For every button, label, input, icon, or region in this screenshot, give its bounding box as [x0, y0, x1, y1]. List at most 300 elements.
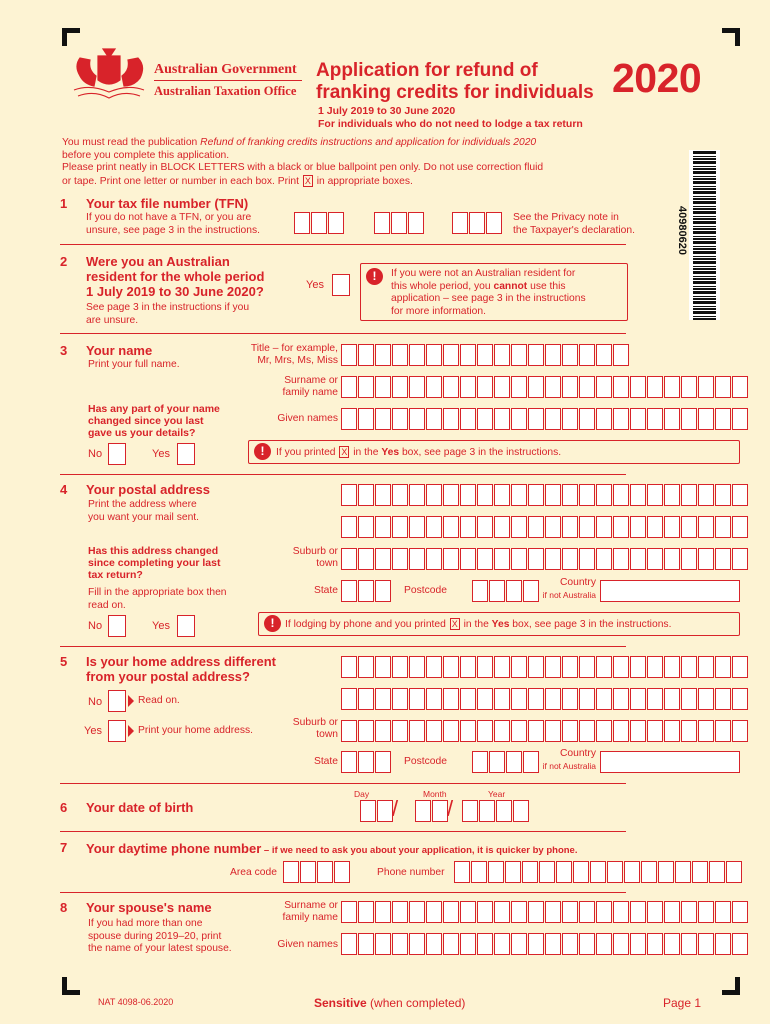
character-box[interactable] — [511, 720, 527, 742]
character-box[interactable] — [562, 688, 578, 710]
character-box[interactable] — [715, 656, 731, 678]
character-box[interactable] — [415, 800, 431, 822]
character-box[interactable] — [377, 800, 393, 822]
character-box[interactable] — [647, 720, 663, 742]
character-box[interactable] — [375, 580, 391, 602]
character-box[interactable] — [726, 861, 742, 883]
character-box[interactable] — [545, 408, 561, 430]
character-box[interactable] — [545, 656, 561, 678]
character-box[interactable] — [341, 720, 357, 742]
character-box[interactable] — [579, 376, 595, 398]
character-box[interactable] — [528, 720, 544, 742]
home-address-line2[interactable] — [341, 688, 749, 710]
character-box[interactable] — [545, 688, 561, 710]
character-box[interactable] — [562, 720, 578, 742]
character-box[interactable] — [630, 484, 646, 506]
character-box[interactable] — [443, 548, 459, 570]
character-box[interactable] — [426, 484, 442, 506]
character-box[interactable] — [590, 861, 606, 883]
character-box[interactable] — [539, 861, 555, 883]
character-box[interactable] — [698, 720, 714, 742]
character-box[interactable] — [375, 656, 391, 678]
character-box[interactable] — [647, 656, 663, 678]
character-box[interactable] — [664, 656, 680, 678]
character-box[interactable] — [624, 861, 640, 883]
character-box[interactable] — [715, 376, 731, 398]
character-box[interactable] — [528, 656, 544, 678]
character-box[interactable] — [556, 861, 572, 883]
character-box[interactable] — [613, 656, 629, 678]
character-box[interactable] — [511, 656, 527, 678]
character-box[interactable] — [579, 484, 595, 506]
character-box[interactable] — [658, 861, 674, 883]
character-box[interactable] — [613, 376, 629, 398]
character-box[interactable] — [528, 344, 544, 366]
character-box[interactable] — [283, 861, 299, 883]
character-box[interactable] — [375, 516, 391, 538]
character-box[interactable] — [613, 688, 629, 710]
character-box[interactable] — [630, 901, 646, 923]
character-box[interactable] — [341, 656, 357, 678]
tfn-digit-box[interactable] — [328, 212, 344, 234]
character-box[interactable] — [443, 720, 459, 742]
spouse-surname-input[interactable] — [341, 901, 749, 923]
character-box[interactable] — [579, 408, 595, 430]
character-box[interactable] — [681, 933, 697, 955]
character-box[interactable] — [528, 516, 544, 538]
character-box[interactable] — [647, 901, 663, 923]
character-box[interactable] — [409, 548, 425, 570]
character-box[interactable] — [358, 376, 374, 398]
q5-no-checkbox[interactable] — [108, 690, 126, 712]
character-box[interactable] — [472, 580, 488, 602]
character-box[interactable] — [698, 901, 714, 923]
state-input[interactable] — [341, 580, 392, 602]
character-box[interactable] — [732, 688, 748, 710]
character-box[interactable] — [409, 901, 425, 923]
character-box[interactable] — [426, 656, 442, 678]
dob-year-input[interactable] — [462, 800, 530, 822]
character-box[interactable] — [494, 344, 510, 366]
character-box[interactable] — [477, 548, 493, 570]
area-code-input[interactable] — [283, 861, 351, 883]
character-box[interactable] — [528, 376, 544, 398]
character-box[interactable] — [513, 800, 529, 822]
home-address-line1[interactable] — [341, 656, 749, 678]
character-box[interactable] — [358, 408, 374, 430]
character-box[interactable] — [460, 656, 476, 678]
character-box[interactable] — [613, 344, 629, 366]
character-box[interactable] — [715, 548, 731, 570]
character-box[interactable] — [341, 751, 357, 773]
character-box[interactable] — [409, 516, 425, 538]
character-box[interactable] — [358, 344, 374, 366]
character-box[interactable] — [494, 376, 510, 398]
character-box[interactable] — [630, 548, 646, 570]
character-box[interactable] — [375, 344, 391, 366]
character-box[interactable] — [613, 933, 629, 955]
character-box[interactable] — [511, 688, 527, 710]
character-box[interactable] — [358, 688, 374, 710]
tfn-digit-box[interactable] — [294, 212, 310, 234]
character-box[interactable] — [432, 800, 448, 822]
character-box[interactable] — [596, 933, 612, 955]
character-box[interactable] — [443, 344, 459, 366]
tfn-digit-box[interactable] — [408, 212, 424, 234]
character-box[interactable] — [715, 408, 731, 430]
character-box[interactable] — [528, 484, 544, 506]
suburb-input[interactable] — [341, 548, 749, 570]
character-box[interactable] — [698, 484, 714, 506]
character-box[interactable] — [545, 720, 561, 742]
character-box[interactable] — [511, 376, 527, 398]
character-box[interactable] — [460, 408, 476, 430]
character-box[interactable] — [579, 688, 595, 710]
tfn-group-1[interactable] — [294, 212, 345, 234]
character-box[interactable] — [681, 688, 697, 710]
character-box[interactable] — [392, 901, 408, 923]
character-box[interactable] — [545, 484, 561, 506]
character-box[interactable] — [698, 408, 714, 430]
home-country-input[interactable] — [600, 751, 740, 773]
character-box[interactable] — [613, 901, 629, 923]
tfn-digit-box[interactable] — [311, 212, 327, 234]
character-box[interactable] — [460, 548, 476, 570]
character-box[interactable] — [494, 688, 510, 710]
character-box[interactable] — [392, 688, 408, 710]
character-box[interactable] — [443, 408, 459, 430]
character-box[interactable] — [630, 720, 646, 742]
character-box[interactable] — [579, 516, 595, 538]
character-box[interactable] — [443, 376, 459, 398]
character-box[interactable] — [596, 548, 612, 570]
character-box[interactable] — [579, 656, 595, 678]
character-box[interactable] — [545, 548, 561, 570]
character-box[interactable] — [375, 548, 391, 570]
character-box[interactable] — [477, 720, 493, 742]
character-box[interactable] — [545, 901, 561, 923]
character-box[interactable] — [596, 484, 612, 506]
character-box[interactable] — [479, 800, 495, 822]
character-box[interactable] — [528, 688, 544, 710]
character-box[interactable] — [358, 516, 374, 538]
character-box[interactable] — [647, 408, 663, 430]
character-box[interactable] — [681, 516, 697, 538]
character-box[interactable] — [732, 933, 748, 955]
dob-month-input[interactable] — [415, 800, 449, 822]
character-box[interactable] — [528, 408, 544, 430]
character-box[interactable] — [341, 408, 357, 430]
character-box[interactable] — [732, 484, 748, 506]
character-box[interactable] — [675, 861, 691, 883]
character-box[interactable] — [698, 548, 714, 570]
character-box[interactable] — [375, 688, 391, 710]
character-box[interactable] — [579, 344, 595, 366]
character-box[interactable] — [358, 580, 374, 602]
character-box[interactable] — [732, 408, 748, 430]
character-box[interactable] — [375, 376, 391, 398]
character-box[interactable] — [375, 901, 391, 923]
character-box[interactable] — [562, 933, 578, 955]
character-box[interactable] — [562, 901, 578, 923]
character-box[interactable] — [341, 548, 357, 570]
character-box[interactable] — [409, 720, 425, 742]
character-box[interactable] — [698, 376, 714, 398]
character-box[interactable] — [732, 656, 748, 678]
character-box[interactable] — [375, 408, 391, 430]
character-box[interactable] — [358, 933, 374, 955]
character-box[interactable] — [460, 688, 476, 710]
character-box[interactable] — [732, 720, 748, 742]
character-box[interactable] — [511, 901, 527, 923]
character-box[interactable] — [358, 548, 374, 570]
character-box[interactable] — [511, 516, 527, 538]
character-box[interactable] — [630, 656, 646, 678]
character-box[interactable] — [732, 548, 748, 570]
character-box[interactable] — [715, 933, 731, 955]
tfn-digit-box[interactable] — [486, 212, 502, 234]
character-box[interactable] — [341, 580, 357, 602]
character-box[interactable] — [505, 861, 521, 883]
character-box[interactable] — [715, 688, 731, 710]
home-state-input[interactable] — [341, 751, 392, 773]
character-box[interactable] — [647, 516, 663, 538]
character-box[interactable] — [681, 408, 697, 430]
character-box[interactable] — [596, 720, 612, 742]
character-box[interactable] — [443, 933, 459, 955]
character-box[interactable] — [579, 901, 595, 923]
character-box[interactable] — [528, 548, 544, 570]
title-input[interactable] — [341, 344, 630, 366]
character-box[interactable] — [545, 376, 561, 398]
character-box[interactable] — [579, 933, 595, 955]
character-box[interactable] — [511, 484, 527, 506]
character-box[interactable] — [426, 720, 442, 742]
character-box[interactable] — [607, 861, 623, 883]
character-box[interactable] — [477, 688, 493, 710]
character-box[interactable] — [375, 720, 391, 742]
character-box[interactable] — [732, 516, 748, 538]
tfn-digit-box[interactable] — [452, 212, 468, 234]
phone-number-input[interactable] — [454, 861, 743, 883]
character-box[interactable] — [477, 344, 493, 366]
character-box[interactable] — [494, 484, 510, 506]
dob-day-input[interactable] — [360, 800, 394, 822]
character-box[interactable] — [494, 516, 510, 538]
character-box[interactable] — [358, 751, 374, 773]
character-box[interactable] — [460, 720, 476, 742]
character-box[interactable] — [613, 548, 629, 570]
tfn-group-3[interactable] — [452, 212, 503, 234]
character-box[interactable] — [494, 548, 510, 570]
character-box[interactable] — [709, 861, 725, 883]
character-box[interactable] — [426, 516, 442, 538]
character-box[interactable] — [715, 484, 731, 506]
character-box[interactable] — [545, 344, 561, 366]
character-box[interactable] — [443, 656, 459, 678]
character-box[interactable] — [358, 720, 374, 742]
character-box[interactable] — [579, 548, 595, 570]
character-box[interactable] — [681, 376, 697, 398]
character-box[interactable] — [545, 516, 561, 538]
tfn-digit-box[interactable] — [469, 212, 485, 234]
character-box[interactable] — [681, 901, 697, 923]
character-box[interactable] — [375, 484, 391, 506]
character-box[interactable] — [392, 720, 408, 742]
character-box[interactable] — [545, 933, 561, 955]
character-box[interactable] — [664, 376, 680, 398]
character-box[interactable] — [477, 516, 493, 538]
character-box[interactable] — [613, 408, 629, 430]
character-box[interactable] — [732, 901, 748, 923]
character-box[interactable] — [443, 516, 459, 538]
character-box[interactable] — [630, 376, 646, 398]
character-box[interactable] — [489, 751, 505, 773]
postal-address-line1[interactable] — [341, 484, 749, 506]
character-box[interactable] — [596, 516, 612, 538]
character-box[interactable] — [341, 688, 357, 710]
character-box[interactable] — [392, 548, 408, 570]
tfn-group-2[interactable] — [374, 212, 425, 234]
q5-yes-checkbox[interactable] — [108, 720, 126, 742]
character-box[interactable] — [562, 376, 578, 398]
character-box[interactable] — [392, 344, 408, 366]
q3-no-checkbox[interactable] — [108, 443, 126, 465]
character-box[interactable] — [334, 861, 350, 883]
character-box[interactable] — [392, 408, 408, 430]
character-box[interactable] — [300, 861, 316, 883]
character-box[interactable] — [454, 861, 470, 883]
character-box[interactable] — [477, 484, 493, 506]
character-box[interactable] — [477, 408, 493, 430]
character-box[interactable] — [496, 800, 512, 822]
character-box[interactable] — [460, 516, 476, 538]
character-box[interactable] — [471, 861, 487, 883]
character-box[interactable] — [528, 901, 544, 923]
character-box[interactable] — [562, 484, 578, 506]
character-box[interactable] — [664, 484, 680, 506]
character-box[interactable] — [426, 548, 442, 570]
character-box[interactable] — [573, 861, 589, 883]
character-box[interactable] — [511, 933, 527, 955]
character-box[interactable] — [613, 484, 629, 506]
q3-yes-checkbox[interactable] — [177, 443, 195, 465]
character-box[interactable] — [528, 933, 544, 955]
character-box[interactable] — [341, 376, 357, 398]
character-box[interactable] — [630, 688, 646, 710]
character-box[interactable] — [692, 861, 708, 883]
character-box[interactable] — [647, 484, 663, 506]
character-box[interactable] — [641, 861, 657, 883]
character-box[interactable] — [392, 933, 408, 955]
character-box[interactable] — [409, 376, 425, 398]
character-box[interactable] — [392, 376, 408, 398]
character-box[interactable] — [426, 688, 442, 710]
character-box[interactable] — [630, 933, 646, 955]
character-box[interactable] — [426, 344, 442, 366]
character-box[interactable] — [630, 516, 646, 538]
character-box[interactable] — [409, 933, 425, 955]
character-box[interactable] — [681, 548, 697, 570]
character-box[interactable] — [460, 901, 476, 923]
character-box[interactable] — [488, 861, 504, 883]
q4-no-checkbox[interactable] — [108, 615, 126, 637]
character-box[interactable] — [443, 901, 459, 923]
character-box[interactable] — [664, 516, 680, 538]
character-box[interactable] — [715, 516, 731, 538]
character-box[interactable] — [358, 901, 374, 923]
tfn-digit-box[interactable] — [374, 212, 390, 234]
character-box[interactable] — [426, 376, 442, 398]
character-box[interactable] — [562, 516, 578, 538]
character-box[interactable] — [409, 408, 425, 430]
character-box[interactable] — [489, 580, 505, 602]
character-box[interactable] — [409, 484, 425, 506]
character-box[interactable] — [522, 861, 538, 883]
character-box[interactable] — [647, 688, 663, 710]
character-box[interactable] — [341, 901, 357, 923]
character-box[interactable] — [732, 376, 748, 398]
character-box[interactable] — [698, 516, 714, 538]
postal-address-line2[interactable] — [341, 516, 749, 538]
character-box[interactable] — [715, 901, 731, 923]
character-box[interactable] — [562, 656, 578, 678]
character-box[interactable] — [596, 901, 612, 923]
character-box[interactable] — [426, 408, 442, 430]
character-box[interactable] — [443, 484, 459, 506]
character-box[interactable] — [460, 484, 476, 506]
character-box[interactable] — [494, 901, 510, 923]
character-box[interactable] — [494, 408, 510, 430]
character-box[interactable] — [443, 688, 459, 710]
character-box[interactable] — [562, 344, 578, 366]
character-box[interactable] — [409, 688, 425, 710]
character-box[interactable] — [579, 720, 595, 742]
tfn-digit-box[interactable] — [391, 212, 407, 234]
character-box[interactable] — [341, 344, 357, 366]
character-box[interactable] — [511, 408, 527, 430]
character-box[interactable] — [715, 720, 731, 742]
character-box[interactable] — [664, 901, 680, 923]
character-box[interactable] — [477, 933, 493, 955]
character-box[interactable] — [477, 656, 493, 678]
character-box[interactable] — [341, 933, 357, 955]
character-box[interactable] — [681, 484, 697, 506]
character-box[interactable] — [681, 656, 697, 678]
character-box[interactable] — [392, 656, 408, 678]
character-box[interactable] — [477, 376, 493, 398]
character-box[interactable] — [664, 688, 680, 710]
country-input[interactable] — [600, 580, 740, 602]
character-box[interactable] — [358, 656, 374, 678]
character-box[interactable] — [596, 376, 612, 398]
character-box[interactable] — [596, 688, 612, 710]
character-box[interactable] — [647, 376, 663, 398]
character-box[interactable] — [562, 408, 578, 430]
character-box[interactable] — [681, 720, 697, 742]
character-box[interactable] — [664, 933, 680, 955]
spouse-given-input[interactable] — [341, 933, 749, 955]
character-box[interactable] — [664, 720, 680, 742]
character-box[interactable] — [647, 548, 663, 570]
character-box[interactable] — [596, 408, 612, 430]
character-box[interactable] — [358, 484, 374, 506]
character-box[interactable] — [460, 344, 476, 366]
character-box[interactable] — [596, 344, 612, 366]
character-box[interactable] — [511, 344, 527, 366]
character-box[interactable] — [426, 933, 442, 955]
character-box[interactable] — [664, 548, 680, 570]
